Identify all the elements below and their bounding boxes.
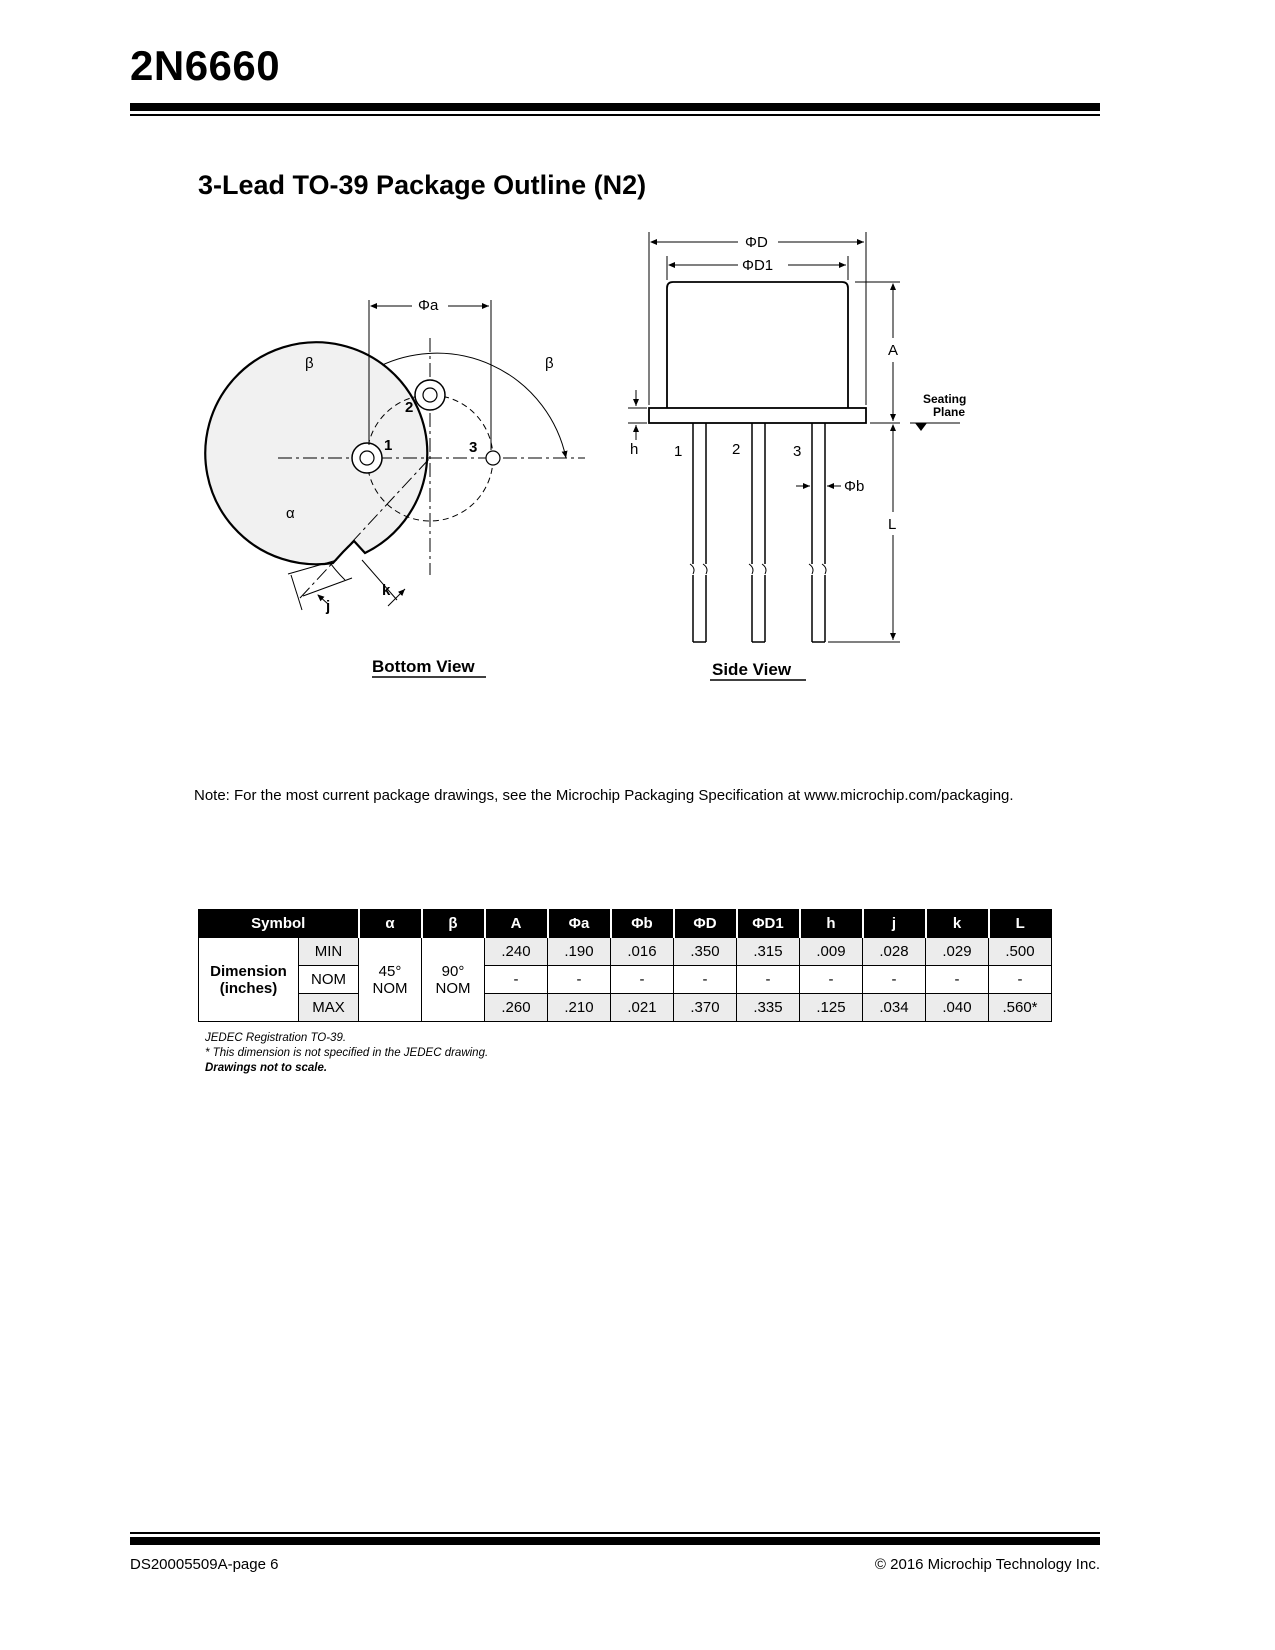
header-cell: k — [926, 910, 989, 938]
label-j: j — [326, 598, 331, 615]
table-cell: - — [800, 966, 863, 994]
table-cell: .350 — [674, 938, 737, 966]
table-cell: - — [485, 966, 548, 994]
label-l: L — [888, 516, 897, 533]
alpha-value — [359, 938, 422, 1022]
footnote-asterisk: * This dimension is not specified in the JEDEC drawing. — [205, 1047, 489, 1059]
document-id: DS20005509A-page 6 — [130, 1556, 279, 1573]
table-cell: .240 — [485, 938, 548, 966]
table-cell: .560* — [989, 994, 1052, 1022]
package-drawing — [0, 0, 1275, 720]
side-view — [628, 232, 960, 642]
table-cell: .009 — [800, 938, 863, 966]
table-cell: .040 — [926, 994, 989, 1022]
table-row — [199, 966, 1052, 994]
section-title: 3-Lead TO-39 Package Outline (N2) — [198, 170, 647, 200]
header-cell: ΦD1 — [737, 910, 800, 938]
beta-value-line2: NOM — [435, 979, 471, 997]
footer-rule-thin — [130, 1532, 1100, 1534]
table-cell: .125 — [800, 994, 863, 1022]
header-cell: j — [863, 910, 926, 938]
header-symbol: Symbol — [199, 910, 359, 938]
bottom-view — [205, 300, 585, 610]
label-h: h — [630, 441, 639, 458]
side-view-caption: Side View — [712, 660, 792, 679]
table-cell: .335 — [737, 994, 800, 1022]
table-cell: - — [674, 966, 737, 994]
label-alpha: α — [286, 505, 295, 522]
row-group-label-line2: (inches) — [219, 979, 278, 997]
footnote-scale: Drawings not to scale. — [205, 1062, 328, 1074]
alpha-value-line2: NOM — [372, 979, 408, 997]
footnote-jedec: JEDEC Registration TO-39. — [205, 1032, 347, 1044]
label-phi-d: ΦD — [745, 234, 768, 251]
header-cell: Φa — [548, 910, 611, 938]
table-cell: - — [611, 966, 674, 994]
label-beta-right: β — [545, 355, 554, 372]
table-cell: .029 — [926, 938, 989, 966]
table-row — [199, 994, 1052, 1022]
label-plane: Plane — [933, 405, 966, 419]
alpha-value-line1: 45° — [378, 962, 402, 980]
beta-value — [422, 938, 485, 1022]
table-cell: .500 — [989, 938, 1052, 966]
header-cell: L — [989, 910, 1052, 938]
table-cell: .210 — [548, 994, 611, 1022]
row-label: MAX — [299, 994, 359, 1022]
table-cell: .021 — [611, 994, 674, 1022]
header-cell: h — [800, 910, 863, 938]
header-cell: β — [422, 910, 485, 938]
header-cell: ΦD — [674, 910, 737, 938]
table-header-row — [199, 910, 1052, 938]
row-label: NOM — [299, 966, 359, 994]
footer-rule-thick — [130, 1537, 1100, 1545]
table-cell: .370 — [674, 994, 737, 1022]
label-pin3-bottom: 3 — [469, 439, 478, 456]
table-cell: - — [926, 966, 989, 994]
label-phi-d1: ΦD1 — [742, 257, 774, 274]
label-pin2-bottom: 2 — [405, 399, 414, 416]
label-phi-a: Φa — [418, 297, 439, 314]
table-cell: - — [548, 966, 611, 994]
table-row — [199, 938, 1052, 966]
row-label: MIN — [299, 938, 359, 966]
label-pin3-side: 3 — [793, 443, 802, 460]
label-pin2-side: 2 — [732, 441, 741, 458]
header-cell: α — [359, 910, 422, 938]
label-seating: Seating — [923, 392, 967, 406]
copyright: © 2016 Microchip Technology Inc. — [874, 1556, 1100, 1573]
header-cell: A — [485, 910, 548, 938]
table-cell: .034 — [863, 994, 926, 1022]
packaging-note: Note: For the most current package drawings, see the Microchip Packaging Specification at www.microchip.com/packaging. — [194, 787, 1014, 804]
table-cell: - — [989, 966, 1052, 994]
label-pin1-bottom: 1 — [384, 437, 393, 454]
table-cell: .260 — [485, 994, 548, 1022]
row-group-label-line1: Dimension — [210, 962, 287, 980]
label-a: A — [888, 342, 899, 359]
table-cell: .028 — [863, 938, 926, 966]
beta-value-line1: 90° — [441, 962, 465, 980]
part-number: 2N6660 — [130, 42, 281, 89]
table-cell: .190 — [548, 938, 611, 966]
dimension-table — [198, 909, 1052, 1022]
table-cell: .016 — [611, 938, 674, 966]
table-cell: .315 — [737, 938, 800, 966]
bottom-view-caption: Bottom View — [372, 657, 475, 676]
header-cell: Φb — [611, 910, 674, 938]
label-pin1-side: 1 — [674, 443, 683, 460]
row-group-label — [199, 938, 299, 1022]
label-phi-b: Φb — [844, 478, 865, 495]
table-cell: - — [737, 966, 800, 994]
label-beta-left: β — [305, 355, 314, 372]
label-k: k — [382, 582, 391, 599]
table-cell: - — [863, 966, 926, 994]
